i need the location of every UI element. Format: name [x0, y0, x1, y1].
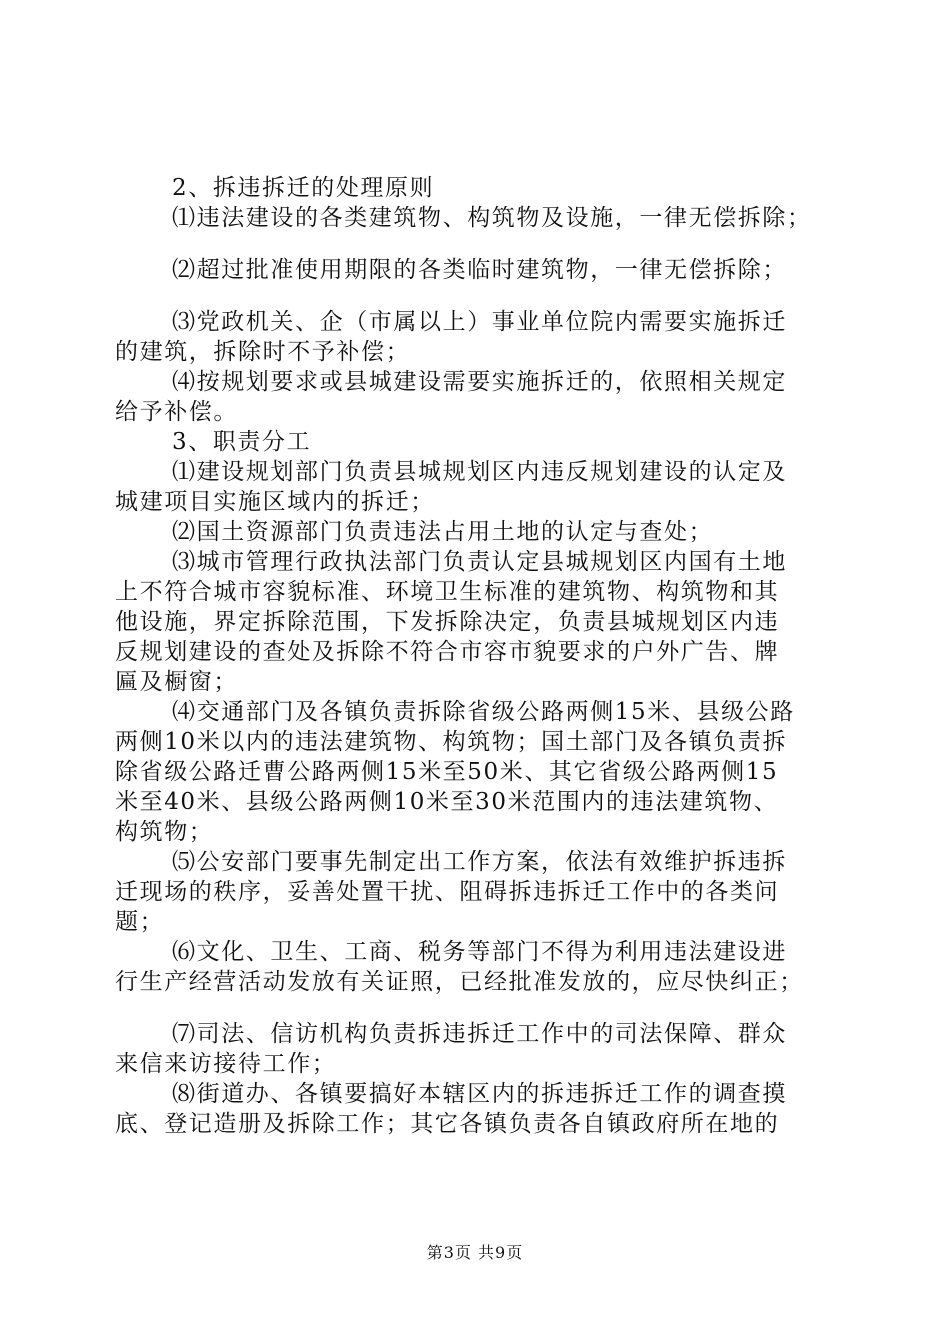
- text-line: 来信来访接待工作；: [115, 1051, 337, 1077]
- text-line: 反规划建设的查处及拆除不符合市容市貌要求的户外广告、牌: [115, 639, 780, 665]
- text-line: 给予补偿。: [115, 399, 238, 425]
- section-heading-principles: 2、拆违拆迁的处理原则: [172, 175, 435, 201]
- text-line: ⑺司法、信访机构负责拆违拆迁工作中的司法保障、群众: [172, 1021, 787, 1047]
- text-line: 构筑物；: [115, 819, 214, 845]
- text-line: 除省级公路迁曹公路两侧15米至50米、其它省级公路两侧15: [115, 759, 779, 785]
- text-line: ⑻街道办、各镇要搞好本辖区内的拆违拆迁工作的调查摸: [172, 1081, 787, 1107]
- text-line: ⑵国土资源部门负责违法占用土地的认定与查处；: [172, 519, 714, 545]
- text-line: ⑹文化、卫生、工商、税务等部门不得为利用违法建设进: [172, 939, 787, 965]
- document-body: [115, 173, 837, 1139]
- text-line: 题；: [115, 909, 165, 935]
- text-line: 匾及橱窗；: [115, 669, 238, 695]
- paragraph-gap: [115, 233, 837, 255]
- text-line: 行生产经营活动发放有关证照，已经批准发放的，应尽快纠正；: [115, 969, 804, 995]
- text-line: ⑸公安部门要事先制定出工作方案，依法有效维护拆违拆: [172, 849, 787, 875]
- text-line: 米至40米、县级公路两侧10米至30米范围内的违法建筑物、: [115, 789, 779, 815]
- text-line: 他设施，界定拆除范围，下发拆除决定，负责县城规划区内违: [115, 609, 780, 635]
- text-line: ⑴违法建设的各类建筑物、构筑物及设施，一律无偿拆除；: [172, 205, 812, 231]
- text-line: 底、登记造册及拆除工作；其它各镇负责各自镇政府所在地的: [115, 1111, 780, 1137]
- text-line: ⑶城市管理行政执法部门负责认定县城规划区内国有土地: [172, 549, 787, 575]
- text-line: 迁现场的秩序，妥善处置干扰、阻碍拆违拆迁工作中的各类问: [115, 879, 780, 905]
- page-number-footer: 第3页 共9页: [426, 1243, 524, 1262]
- section-heading-duties: 3、职责分工: [172, 429, 312, 455]
- text-line: 城建项目实施区域内的拆迁；: [115, 489, 435, 515]
- paragraph-gap: [115, 285, 837, 307]
- text-line: ⑵超过批准使用期限的各类临时建筑物，一律无偿拆除；: [172, 257, 787, 283]
- text-line: ⑶党政机关、企（市属以上）事业单位院内需要实施拆迁: [172, 309, 787, 335]
- text-line: ⑴建设规划部门负责县城规划区内违反规划建设的认定及: [172, 459, 787, 485]
- text-line: ⑷交通部门及各镇负责拆除省级公路两侧15米、县级公路: [172, 699, 795, 725]
- text-line: 的建筑，拆除时不予补偿；: [115, 339, 411, 365]
- text-line: 两侧10米以内的违法建筑物、构筑物；国土部门及各镇负责拆: [115, 729, 788, 755]
- text-line: 上不符合城市容貌标准、环境卫生标准的建筑物、构筑物和其: [115, 579, 780, 605]
- paragraph-gap: [115, 997, 837, 1019]
- text-line: ⑷按规划要求或县城建设需要实施拆迁的，依照相关规定: [172, 369, 787, 395]
